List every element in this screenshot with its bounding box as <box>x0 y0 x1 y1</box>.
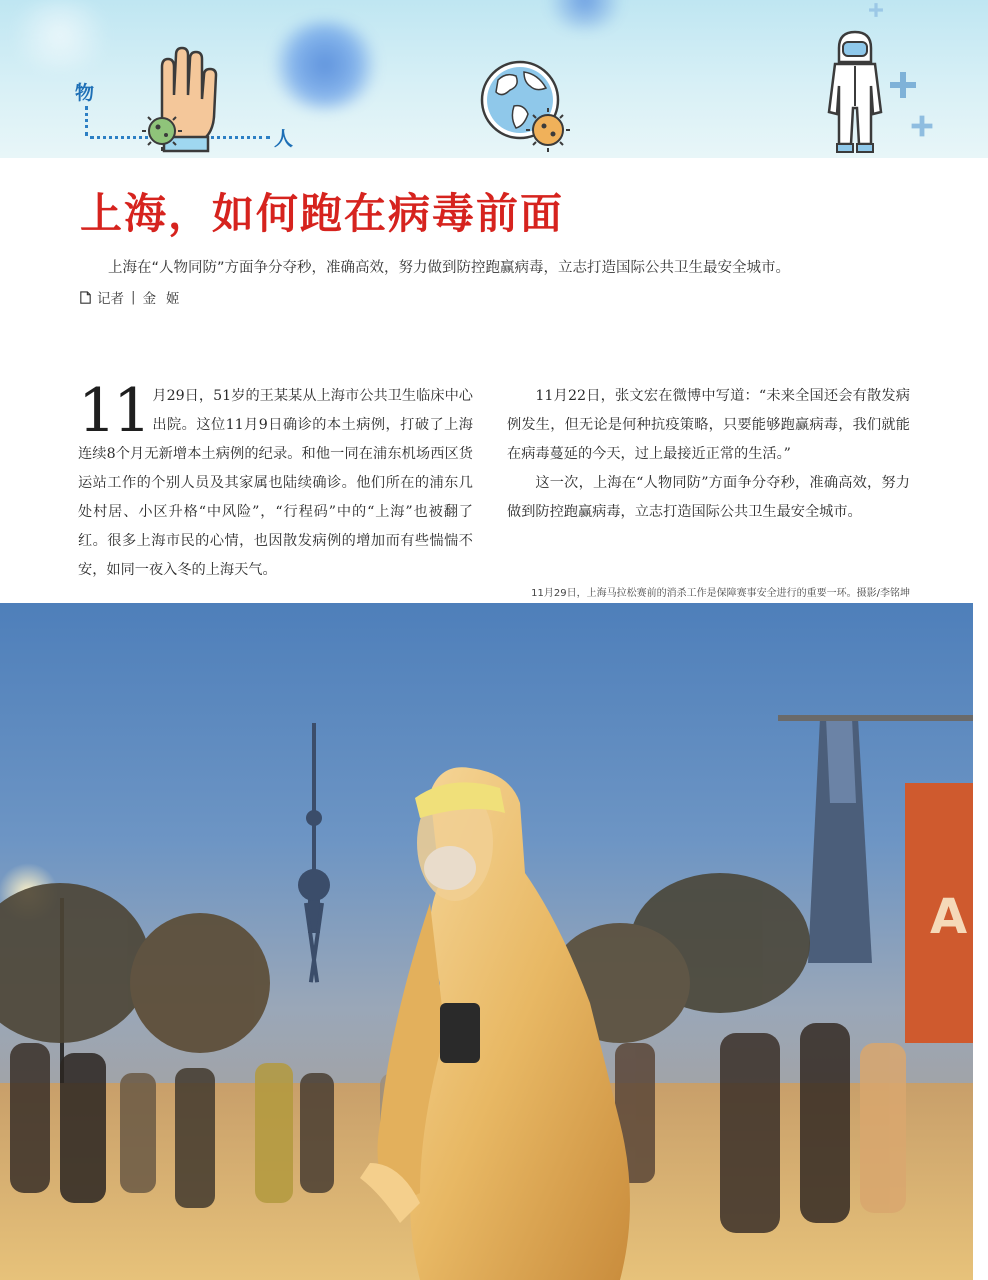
photo-caption: 11月29日，上海马拉松赛前的消杀工作是保障赛事安全进行的重要一环。摄影/李铭坤 <box>531 588 910 599</box>
drop-cap: 11 <box>78 376 149 446</box>
body-column-left <box>78 376 473 585</box>
byline-separator: | <box>131 289 136 305</box>
globe-icon <box>476 58 576 158</box>
column-char-wu: 物 <box>75 82 95 104</box>
dotted-line-vertical <box>85 106 88 136</box>
body-paragraph-1: 月29日，51岁的王某某从上海市公共卫生临床中心出院。这位11月9日确诊的本土病例，打破了上海连续8个月无新增本土病例的纪录。和他一同在浦东机场西区货运站工作的个别人员及其家属也陆续确诊。他们所在的浦东几处村居、小区升格“中风险”，“行程码”中的“上海”也被翻了红。很多上海市民的心情，也因散发病例的增加而有些惴惴不安，如同一夜入冬的上海天气。 <box>78 388 473 578</box>
article-title: 上海，如何跑在病毒前面 <box>80 189 565 238</box>
body-column-right <box>507 382 910 527</box>
byline-label: 记者 <box>97 291 124 307</box>
glove-hand-icon <box>140 45 230 155</box>
article-subtitle: 上海在“人物同防”方面争分夺秒，准确高效，努力做到防控跑赢病毒，立志打造国际公共卫生最安全城市。 <box>108 260 791 276</box>
byline <box>78 287 190 307</box>
plus-icon-3 <box>868 2 884 18</box>
photo-illustration <box>0 603 973 1280</box>
svg-text:A: A <box>930 889 968 945</box>
header-banner <box>0 0 988 158</box>
light-decoration <box>0 0 120 70</box>
body-paragraph-3: 这一次，上海在“人物同防”方面争分夺秒，准确高效，努力做到防控跑赢病毒，立志打造国际公共卫生最安全城市。 <box>507 475 910 520</box>
column-char-ren: 人 <box>274 128 294 150</box>
pen-icon <box>78 290 93 305</box>
body-paragraph-2: 11月22日，张文宏在微博中写道：“未来全国还会有散发病例发生，但无论是何种抗疫策略，只要能够跑赢病毒，我们就能在病毒蔓延的今天，过上最接近正常的生活。” <box>507 388 910 462</box>
article-photo <box>0 603 973 1280</box>
virus-blur-decoration <box>270 20 380 110</box>
plus-icon-2 <box>910 114 934 138</box>
author-name: 金姬 <box>142 291 190 307</box>
virus-blur-decoration-top <box>540 0 630 30</box>
plus-icon-1 <box>888 70 918 100</box>
protective-suit-icon <box>815 28 895 156</box>
